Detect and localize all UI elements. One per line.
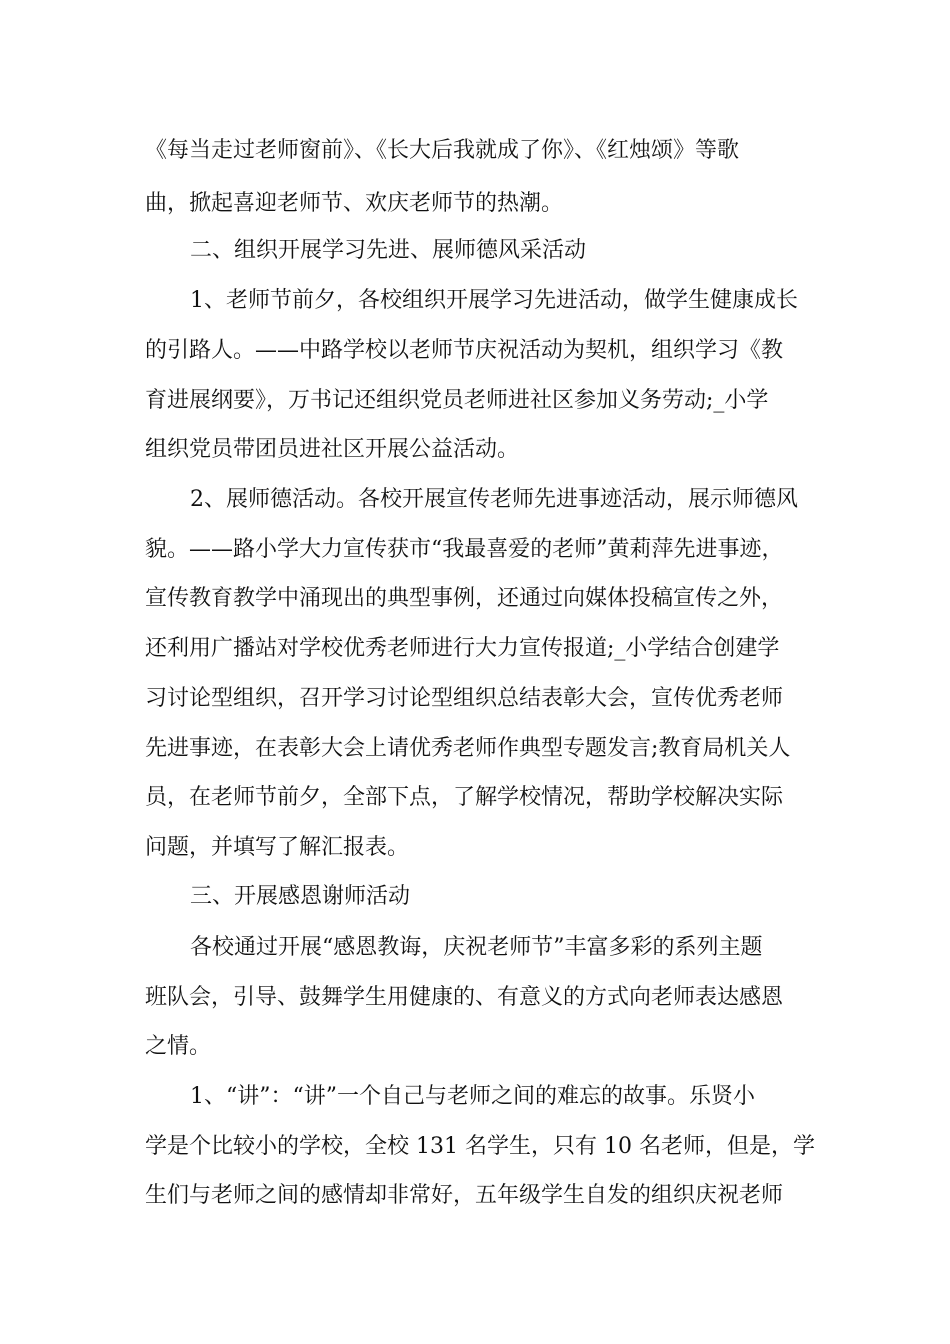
text-line: 曲，掀起喜迎老师节、欢庆老师节的热潮。 xyxy=(145,191,564,216)
text-line: 宣传教育教学中涌现出的典型事例，还通过向媒体投稿宣传之外， xyxy=(145,586,784,611)
text-line: 组织党员带团员进社区开展公益活动。 xyxy=(145,437,520,462)
text-line: 班队会，引导、鼓舞学生用健康的、有意义的方式向老师表达感恩 xyxy=(145,985,784,1010)
text-line: 问题，并填写了解汇报表。 xyxy=(145,835,410,860)
text-line: 之情。 xyxy=(145,1034,212,1059)
text-line: 《每当走过老师窗前》、《长大后我就成了你》、《红烛颂》等歌 xyxy=(145,138,740,163)
text-line: 育进展纲要》，万书记还组织党员老师进社区参加义务劳动;_小学 xyxy=(145,388,769,413)
text-line: 员，在老师节前夕，全部下点，了解学校情况，帮助学校解决实际 xyxy=(145,785,784,810)
text-line: 的引路人。——中路学校以老师节庆祝活动为契机，组织学习《教 xyxy=(145,338,784,363)
text-line: 貌。——路小学大力宣传获市“我最喜爱的老师”黄莉萍先进事迹， xyxy=(145,537,784,562)
text-line: 先进事迹，在表彰大会上请优秀老师作典型专题发言;教育局机关人 xyxy=(145,736,791,761)
text-line: 2、展师德活动。各校开展宣传老师先进事迹活动，展示师德风 xyxy=(190,487,798,512)
section-heading: 三、开展感恩谢师活动 xyxy=(190,884,411,909)
text-line: 各校通过开展“感恩教诲，庆祝老师节”丰富多彩的系列主题 xyxy=(190,935,763,960)
text-line: 习讨论型组织，召开学习讨论型组织总结表彰大会，宣传优秀老师 xyxy=(145,686,784,711)
text-line: 学是个比较小的学校，全校 131 名学生，只有 10 名老师，但是，学 xyxy=(145,1134,815,1159)
section-heading: 二、组织开展学习先进、展师德风采活动 xyxy=(190,238,587,263)
text-line: 生们与老师之间的感情却非常好，五年级学生自发的组织庆祝老师 xyxy=(145,1183,784,1208)
text-line: 1、“讲”：“讲”一个自己与老师之间的难忘的故事。乐贤小 xyxy=(190,1084,755,1109)
text-line: 还利用广播站对学校优秀老师进行大力宣传报道;_小学结合创建学 xyxy=(145,636,780,661)
text-line: 1、老师节前夕，各校组织开展学习先进活动，做学生健康成长 xyxy=(190,288,798,313)
